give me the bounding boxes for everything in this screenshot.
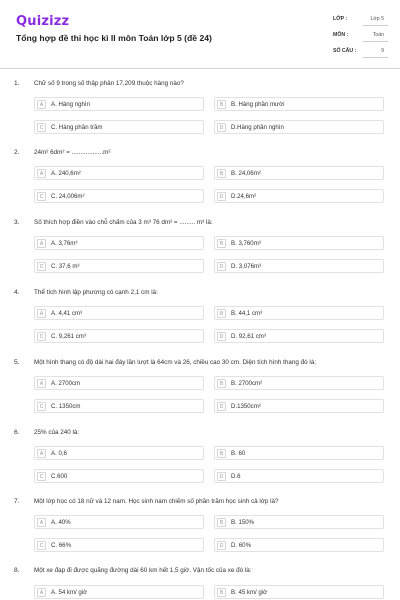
option-text: A. Hàng nghìn xyxy=(51,101,90,108)
question-text: Số thích hợp điền vào chỗ chấm của 3 m³ 76 dm³ = ......... m³ là: xyxy=(34,219,213,226)
question-7 xyxy=(0,498,400,564)
option-text: B. 45 km/ giờ xyxy=(231,589,268,596)
header-divider xyxy=(0,68,400,69)
option-c[interactable] xyxy=(34,469,204,483)
question-number: 5. xyxy=(14,359,20,366)
meta-value: Toán xyxy=(372,32,384,38)
option-text: C. 24,006m² xyxy=(51,193,85,200)
option-letter: B xyxy=(217,100,226,109)
option-text: A. 40% xyxy=(51,519,71,526)
option-c[interactable] xyxy=(34,189,204,203)
option-letter: B xyxy=(217,169,226,178)
option-a[interactable] xyxy=(34,97,204,111)
option-a[interactable] xyxy=(34,306,204,320)
option-letter: D xyxy=(217,472,226,481)
option-d[interactable] xyxy=(214,329,384,343)
option-letter: A xyxy=(37,588,46,597)
option-b[interactable] xyxy=(214,585,384,599)
option-text: D.Hàng phần nghìn xyxy=(231,124,284,131)
option-text: C. 1350cm xyxy=(51,403,81,410)
question-5 xyxy=(0,359,400,425)
option-text: B. 2700cm² xyxy=(231,380,263,387)
option-text: D. 60% xyxy=(231,542,251,549)
meta-underline xyxy=(363,25,388,26)
option-text: A. 0,6 xyxy=(51,450,67,457)
option-letter: D xyxy=(217,123,226,132)
option-text: A. 2700cm xyxy=(51,380,81,387)
option-letter: C xyxy=(37,472,46,481)
option-d[interactable] xyxy=(214,399,384,413)
option-a[interactable] xyxy=(34,376,204,390)
meta-value: 9 xyxy=(381,48,384,54)
option-b[interactable] xyxy=(214,515,384,529)
option-text: A. 54 km/ giờ xyxy=(51,589,88,596)
question-text: Một lớp học có 18 nữ và 12 nam. Học sinh nam chiếm số phần trăm học sinh cả lớp là? xyxy=(34,498,279,505)
question-number: 8. xyxy=(14,567,20,574)
question-text: 24m² 6dm² = ..................m² xyxy=(34,149,111,156)
option-text: C.600 xyxy=(51,473,68,480)
question-8 xyxy=(0,567,400,600)
option-a[interactable] xyxy=(34,446,204,460)
question-4 xyxy=(0,289,400,355)
question-text: Thể tích hình lập phương có cạnh 2,1 cm là: xyxy=(34,289,158,296)
option-c[interactable] xyxy=(34,399,204,413)
option-b[interactable] xyxy=(214,306,384,320)
option-text: D.6 xyxy=(231,473,241,480)
option-letter: D xyxy=(217,262,226,271)
option-text: A. 4,41 cm³ xyxy=(51,310,83,317)
option-c[interactable] xyxy=(34,538,204,552)
option-letter: B xyxy=(217,309,226,318)
meta-underline xyxy=(363,57,388,58)
option-letter: C xyxy=(37,192,46,201)
meta-label: SỐ CÂU : xyxy=(333,48,357,54)
meta-value: Lớp 5 xyxy=(370,16,384,22)
option-a[interactable] xyxy=(34,236,204,250)
option-d[interactable] xyxy=(214,120,384,134)
question-number: 6. xyxy=(14,429,20,436)
question-1 xyxy=(0,80,400,146)
option-letter: B xyxy=(217,588,226,597)
option-b[interactable] xyxy=(214,446,384,460)
option-d[interactable] xyxy=(214,469,384,483)
option-letter: C xyxy=(37,123,46,132)
option-letter: A xyxy=(37,309,46,318)
option-letter: A xyxy=(37,379,46,388)
option-text: C. 37,6 m³ xyxy=(51,263,80,270)
question-6 xyxy=(0,429,400,495)
option-text: B. 150% xyxy=(231,519,255,526)
option-letter: B xyxy=(217,379,226,388)
option-text: A. 3,76m³ xyxy=(51,240,78,247)
option-letter: C xyxy=(37,402,46,411)
option-text: C. 66% xyxy=(51,542,71,549)
option-letter: C xyxy=(37,262,46,271)
meta-label: MÔN : xyxy=(333,32,349,38)
option-letter: B xyxy=(217,449,226,458)
option-b[interactable] xyxy=(214,166,384,180)
option-d[interactable] xyxy=(214,538,384,552)
option-text: B. 24,06m² xyxy=(231,170,261,177)
worksheet-title: Tổng hợp đề thi học kì II môn Toán lớp 5 (đề 24) xyxy=(16,33,212,43)
worksheet-header xyxy=(0,0,400,70)
option-letter: A xyxy=(37,169,46,178)
option-letter: A xyxy=(37,239,46,248)
option-letter: B xyxy=(217,239,226,248)
option-text: D.24,6m² xyxy=(231,193,257,200)
option-letter: D xyxy=(217,192,226,201)
question-text: Một xe đạp đi được quãng đường dài 60 km hết 1,5 giờ. Vận tốc của xe đó là: xyxy=(34,567,252,574)
option-c[interactable] xyxy=(34,120,204,134)
option-c[interactable] xyxy=(34,259,204,273)
option-a[interactable] xyxy=(34,515,204,529)
option-d[interactable] xyxy=(214,259,384,273)
option-text: B. 3,760m³ xyxy=(231,240,261,247)
option-c[interactable] xyxy=(34,329,204,343)
question-number: 2. xyxy=(14,149,20,156)
option-text: C. 9,261 cm³ xyxy=(51,333,86,340)
option-b[interactable] xyxy=(214,376,384,390)
option-letter: A xyxy=(37,100,46,109)
option-letter: A xyxy=(37,449,46,458)
meta-subject xyxy=(333,28,388,42)
option-text: B. 44,1 cm³ xyxy=(231,310,263,317)
question-text: Chữ số 9 trong số thập phân 17,209 thuộc hàng nào? xyxy=(34,80,184,87)
question-number: 1. xyxy=(14,80,20,87)
option-text: A. 240,6m² xyxy=(51,170,81,177)
option-letter: C xyxy=(37,541,46,550)
question-3 xyxy=(0,219,400,285)
quizizz-logo: Quizizz xyxy=(16,14,70,29)
question-text: Một hình thang có độ dài hai đáy lần lượt là 64cm và 26, chiều cao 30 cm. Diện tích hình thang đó là: xyxy=(34,359,317,366)
option-text: B. Hàng phần mười xyxy=(231,101,285,108)
option-d[interactable] xyxy=(214,189,384,203)
meta-class xyxy=(333,12,388,26)
option-letter: A xyxy=(37,518,46,527)
option-a[interactable] xyxy=(34,166,204,180)
option-text: C. Hàng phần trăm xyxy=(51,124,103,131)
option-letter: D xyxy=(217,541,226,550)
option-b[interactable] xyxy=(214,97,384,111)
option-text: D.1350cm² xyxy=(231,403,261,410)
question-text: 25% của 240 là: xyxy=(34,429,80,436)
option-text: D. 92,61 cm³ xyxy=(231,333,266,340)
option-b[interactable] xyxy=(214,236,384,250)
option-a[interactable] xyxy=(34,585,204,599)
option-letter: C xyxy=(37,332,46,341)
question-number: 3. xyxy=(14,219,20,226)
question-number: 7. xyxy=(14,498,20,505)
question-number: 4. xyxy=(14,289,20,296)
question-2 xyxy=(0,149,400,215)
meta-label: LỚP : xyxy=(333,16,348,22)
option-letter: B xyxy=(217,518,226,527)
meta-question-count xyxy=(333,44,388,58)
option-letter: D xyxy=(217,332,226,341)
option-text: B. 60 xyxy=(231,450,246,457)
option-letter: D xyxy=(217,402,226,411)
meta-underline xyxy=(363,41,388,42)
option-text: D. 3,076m³ xyxy=(231,263,262,270)
